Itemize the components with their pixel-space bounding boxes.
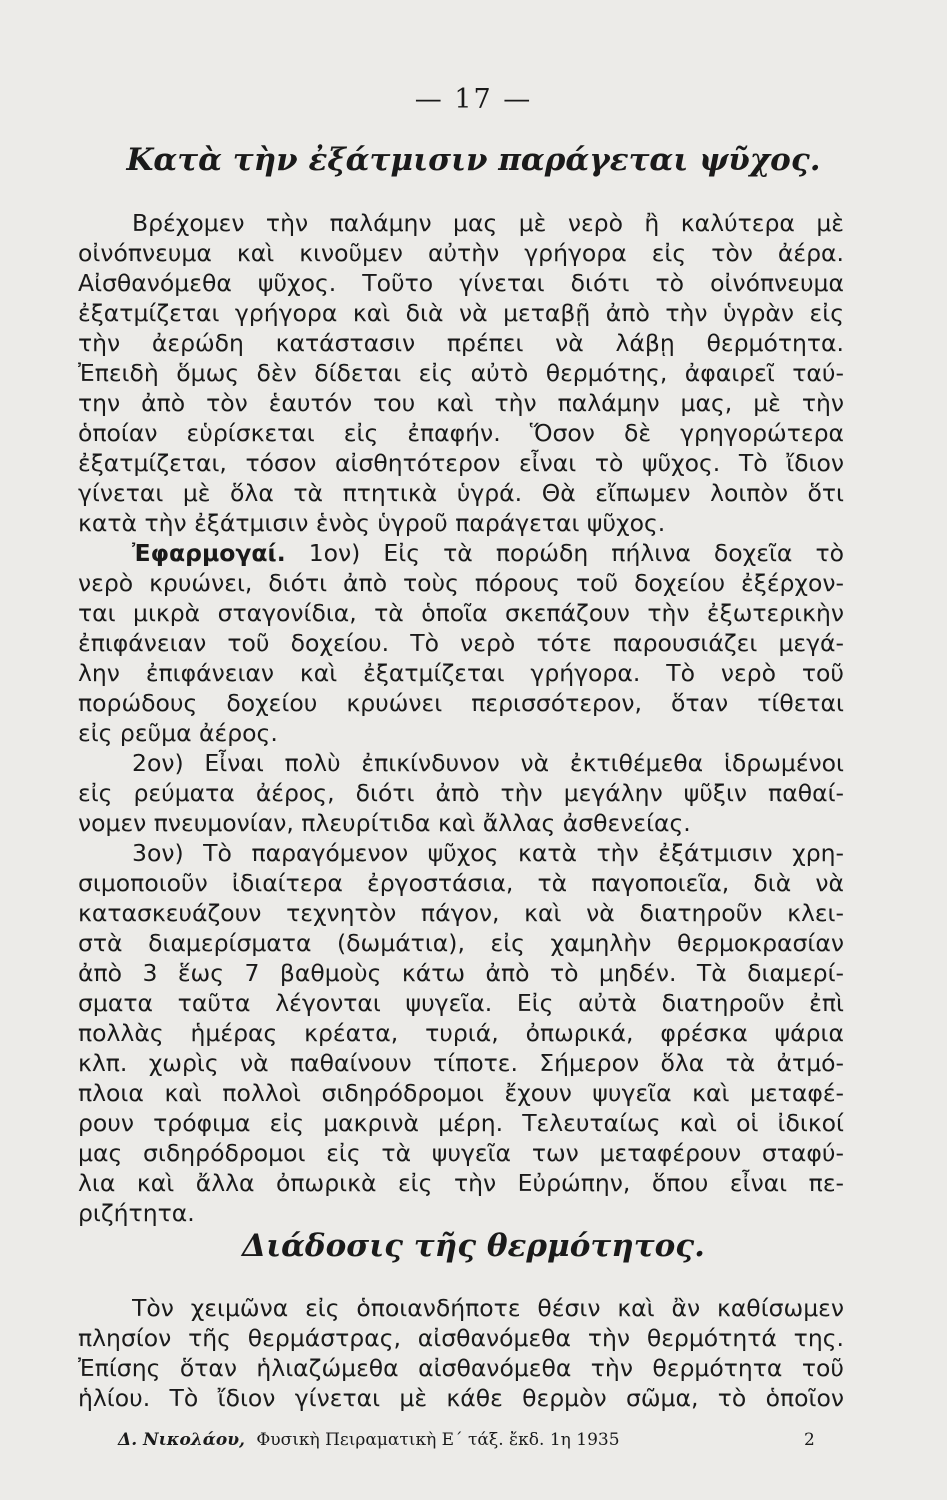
text-line: 3ον) Τὸ παραγόμενον ψῦχος κατὰ τὴν ἐξάτμισιν χρη- [132, 839, 844, 867]
text-line: σιμοποιοῦν ἰδιαίτερα ἐργοστάσια, τὰ παγοποιεῖα, διὰ νὰ [78, 869, 844, 897]
text-line: γίνεται μὲ ὅλα τὰ πτητικὰ ὑγρά. Θὰ εἴπωμεν λοιπὸν ὅτι [78, 479, 844, 507]
text-line: λια καὶ ἄλλα ὀπωρικὰ εἰς τὴν Εὐρώπην, ὅπου εἶναι πε- [78, 1169, 844, 1197]
text-line: κλπ. χωρὶς νὰ παθαίνουν τίποτε. Σήμερον ὅλα τὰ ἀτμό- [78, 1049, 844, 1077]
text-line: πολλὰς ἡμέρας κρέατα, τυριά, ὀπωρικά, φρέσκα ψάρια [78, 1019, 844, 1047]
footer [118, 1430, 818, 1450]
text-line: 2ον) Εἶναι πολὺ ἐπικίνδυνον νὰ ἐκτιθέμεθα ἱδρωμένοι [132, 749, 844, 777]
text-line: λην ἐπιφάνειαν καὶ ἐξατμίζεται γρήγορα. Τὸ νερὸ τοῦ [78, 659, 844, 687]
applications-term: Ἐφαρμογαί. [132, 539, 286, 567]
footer-author: Δ. Νικολάου, [118, 1430, 245, 1450]
text-line: την ἀπὸ τὸν ἑαυτόν του καὶ τὴν παλάμην μας, μὲ τὴν [78, 389, 844, 417]
footer-book: Φυσικὴ Πειραματικὴ Ε΄ τάξ. ἔκδ. 1η 1935 [256, 1430, 620, 1450]
text-line: Τὸν χειμῶνα εἰς ὁποιανδήποτε θέσιν καὶ ἂν καθίσωμεν [132, 1294, 844, 1322]
text-line: οἰνόπνευμα καὶ κινοῦμεν αὐτὴν γρήγορα εἰς τὸν ἀέρα. [78, 239, 844, 267]
text-line: Ἐπίσης ὅταν ἡλιαζώμεθα αἰσθανόμεθα τὴν θερμότητα τοῦ [78, 1354, 844, 1382]
text-line: σματα ταῦτα λέγονται ψυγεῖα. Εἰς αὐτὰ διατηροῦν ἐπὶ [78, 989, 844, 1017]
text-line: πλοια καὶ πολλοὶ σιδηρόδρομοι ἔχουν ψυγεῖα καὶ μεταφέ- [78, 1079, 844, 1107]
text-line: πορώδους δοχείου κρυώνει περισσότερον, ὅταν τίθεται [78, 689, 844, 717]
text-line: νερὸ κρυώνει, διότι ἀπὸ τοὺς πόρους τοῦ δοχείου ἐξέρχον- [78, 569, 844, 597]
text-line: μας σιδηρόδρομοι εἰς τὰ ψυγεῖα των μεταφέρουν σταφύ- [78, 1139, 844, 1167]
text-line: Βρέχομεν τὴν παλάμην μας μὲ νερὸ ἢ καλύτερα μὲ [132, 209, 844, 237]
text-line: ἀπὸ 3 ἕως 7 βαθμοὺς κάτω ἀπὸ τὸ μηδέν. Τὰ διαμερί- [78, 959, 844, 987]
text-line: Ἐπειδὴ ὅμως δὲν δίδεται εἰς αὐτὸ θερμότης, ἀφαιρεῖ ταύ- [78, 359, 844, 387]
text-line: νομεν πνευμονίαν, πλευρίτιδα καὶ ἄλλας ἀσθενείας. [78, 809, 691, 837]
footer-sheet-number: 2 [804, 1430, 815, 1450]
text-line: εἰς ρεύματα ἀέρος, διότι ἀπὸ τὴν μεγάλην ψῦξιν παθαί- [78, 779, 844, 807]
text-line: εἰς ρεῦμα ἀέρος. [78, 719, 278, 747]
text-line: τὴν ἀερώδη κατάστασιν πρέπει νὰ λάβῃ θερμότητα. [78, 329, 844, 357]
text-line: πλησίον τῆς θερμάστρας, αἰσθανόμεθα τὴν θερμότητά της. [78, 1324, 844, 1352]
text-line: ἐξατμίζεται, τόσον αἰσθητότερον εἶναι τὸ ψῦχος. Τὸ ἴδιον [78, 449, 844, 477]
text-line: 1ον) Εἰς τὰ πορώδη πήλινα δοχεῖα τὸ [308, 539, 844, 567]
text-line: ἐξατμίζεται γρήγορα καὶ διὰ νὰ μεταβῇ ἀπὸ τὴν ὑγρὰν εἰς [78, 299, 844, 327]
text-line: Αἰσθανόμεθα ψῦχος. Τοῦτο γίνεται διότι τὸ οἰνόπνευμα [78, 269, 844, 297]
text-line: ὁποίαν εὑρίσκεται εἰς ἐπαφήν. Ὅσον δὲ γρηγορώτερα [78, 419, 844, 447]
text-line: ριζήτητα. [78, 1199, 195, 1227]
page-number: — 17 — [414, 84, 533, 115]
text-line: ἡλίου. Τὸ ἴδιον γίνεται μὲ κάθε θερμὸν σῶμα, τὸ ὁποῖον [78, 1384, 844, 1412]
applications-line [132, 538, 844, 568]
section-title-heat-transfer: Διάδοσις τῆς θερμότητος. [242, 1228, 705, 1264]
text-line: στὰ διαμερίσματα (δωμάτια), εἰς χαμηλὴν θερμοκρασίαν [78, 929, 844, 957]
text-line: κατασκευάζουν τεχνητὸν πάγον, καὶ νὰ διατηροῦν κλει- [78, 899, 844, 927]
text-line: κατὰ τὴν ἐξάτμισιν ἑνὸς ὑγροῦ παράγεται ψῦχος. [78, 509, 666, 537]
text-line: ρουν τρόφιμα εἰς μακρινὰ μέρη. Τελευταίως καὶ οἱ ἰδικοί [78, 1109, 844, 1137]
text-line: ται μικρὰ σταγονίδια, τὰ ὁποῖα σκεπάζουν τὴν ἐξωτερικὴν [78, 599, 844, 627]
text-line: ἐπιφάνειαν τοῦ δοχείου. Τὸ νερὸ τότε παρουσιάζει μεγά- [78, 629, 844, 657]
section-title-evaporation: Κατὰ τὴν ἐξάτμισιν παράγεται ψῦχος. [126, 142, 821, 178]
